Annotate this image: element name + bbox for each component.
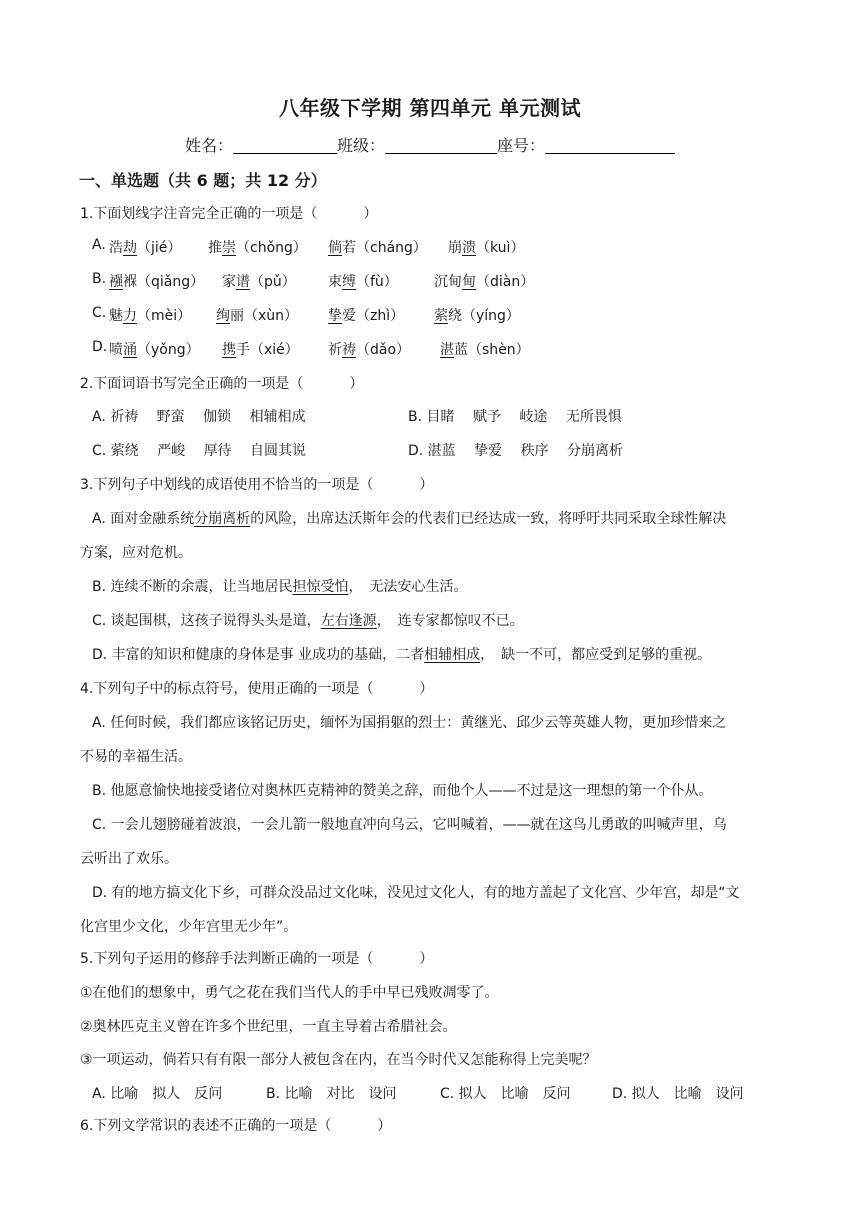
option-word: 束缚（fù） bbox=[328, 274, 398, 290]
question-5-option-a[interactable]: A. 比喻 拟人 反问 bbox=[92, 1086, 223, 1102]
question-3-stem: 3.下列句子中划线的成语使用不恰当的一项是（ ） bbox=[80, 477, 434, 493]
section-heading: 一、单选题（共 6 题；共 12 分） bbox=[79, 171, 327, 190]
question-5-option-c[interactable]: C. 拟人 比喻 反问 bbox=[440, 1086, 571, 1102]
question-4-stem: 4.下列句子中的标点符号，使用正确的一项是（ ） bbox=[80, 681, 434, 697]
question-2-option-c[interactable]: C. 萦绕 严峻 厚待 自圆其说 bbox=[92, 443, 307, 459]
class-label: 班级： bbox=[336, 136, 385, 155]
option-word: 湛蓝（shèn） bbox=[440, 342, 530, 358]
option-word: 魅力（mèi） bbox=[109, 308, 192, 324]
question-5-sentence-2: ②奥林匹克主义曾在许多个世纪里，一直主导着古希腊社会。 bbox=[80, 1019, 457, 1035]
option-word: 倘若（cháng） bbox=[328, 240, 427, 256]
option-word: 家谱（pǔ） bbox=[222, 274, 296, 290]
question-1-stem: 1.下面划线字注音完全正确的一项是（ ） bbox=[80, 206, 378, 222]
question-4-option-c[interactable]: C. 一会儿翅膀碰着波浪，一会儿箭一般地直冲向乌云，它叫喊着，——就在这鸟儿勇敢的叫喊声里，乌 bbox=[92, 817, 727, 833]
option-word: 萦绕（yíng） bbox=[434, 308, 520, 324]
student-info-line bbox=[0, 133, 860, 156]
question-2-option-d[interactable]: D. 湛蓝 挚爱 秩序 分崩离析 bbox=[408, 443, 624, 459]
question-2-option-b[interactable]: B. 目睹 赋予 岐途 无所畏惧 bbox=[408, 409, 622, 425]
question-5-option-b[interactable]: B. 比喻 对比 设问 bbox=[266, 1086, 397, 1102]
question-6-stem: 6.下列文学常识的表述不正确的一项是（ ） bbox=[80, 1118, 392, 1134]
option-word: 推崇（chǒng） bbox=[208, 240, 307, 256]
question-1-option-c[interactable]: C. 魅力（mèi） 绚丽（xùn） 挚爱（zhì） 萦绕（yíng） bbox=[92, 305, 520, 324]
question-3-option-d[interactable]: D. 丰富的知识和健康的身体是事 业成功的基础，二者相辅相成， 缺一不可，都应受到足够的重视。 bbox=[92, 647, 712, 663]
question-4-option-a-cont: 不易的幸福生活。 bbox=[80, 749, 192, 765]
question-5-sentence-3: ③一项运动，倘若只有有限一部分人被包含在内，在当今时代又怎能称得上完美呢？ bbox=[80, 1052, 597, 1068]
question-4-option-b[interactable]: B. 他愿意愉快地接受诸位对奥林匹克精神的赞美之辞，而他个人——不过是这一理想的第一个仆从。 bbox=[92, 783, 713, 799]
name-label: 姓名： bbox=[184, 136, 233, 155]
question-3-option-b[interactable]: B. 连续不断的余震，让当地居民担惊受怕， 无法安心生活。 bbox=[92, 579, 468, 595]
question-5-stem: 5.下列句子运用的修辞手法判断正确的一项是（ ） bbox=[80, 951, 434, 967]
question-1-option-a[interactable]: A. 浩劫（jié） 推崇（chǒng） 倘若（cháng） 崩溃（kuì） bbox=[92, 237, 525, 256]
question-4-option-a[interactable]: A. 任何时候，我们都应该铭记历史，缅怀为国捐躯的烈士：黄继光、邱少云等英雄人物，更加珍惜来之 bbox=[92, 715, 727, 731]
option-word: 携手（xié） bbox=[222, 342, 299, 358]
question-3-option-a-cont: 方案，应对危机。 bbox=[80, 545, 192, 561]
question-1-option-b[interactable]: B. 襁褓（qiǎng） 家谱（pǔ） 束缚（fù） 沉甸甸（diàn） bbox=[92, 271, 535, 290]
question-3-option-c[interactable]: C. 谈起围棋，这孩子说得头头是道，左右逢源， 连专家都惊叹不已。 bbox=[92, 613, 524, 629]
exam-title: 八年级下学期 第四单元 单元测试 bbox=[279, 96, 581, 120]
option-word: 喷涌（yǒng） bbox=[109, 342, 200, 358]
option-word: 沉甸甸（diàn） bbox=[434, 274, 535, 290]
question-4-option-d[interactable]: D. 有的地方搞文化下乡，可群众没品过文化味，没见过文化人，有的地方盖起了文化宫、少年宫，却是“文 bbox=[92, 885, 740, 901]
question-4-option-d-cont: 化宫里少文化，少年宫里无少年”。 bbox=[80, 919, 298, 935]
option-word: 浩劫（jié） bbox=[109, 240, 182, 256]
seat-label: 座号： bbox=[497, 136, 546, 155]
question-4-option-c-cont: 云听出了欢乐。 bbox=[80, 851, 178, 867]
question-2-option-a[interactable]: A. 祈祷 野蛮 伽锁 相辅相成 bbox=[92, 409, 306, 425]
question-2-stem: 2.下面词语书写完全正确的一项是（ ） bbox=[80, 376, 364, 392]
question-3-option-a[interactable]: A. 面对金融系统分崩离析的风险，出席达沃斯年会的代表们已经达成一致，将呼吁共同采取全球性解决 bbox=[92, 511, 727, 527]
option-word: 绚丽（xùn） bbox=[216, 308, 299, 324]
seat-blank[interactable] bbox=[545, 136, 675, 154]
question-5-sentence-1: ①在他们的想象中，勇气之花在我们当代人的手中早已残败凋零了。 bbox=[80, 985, 499, 1001]
option-word: 挚爱（zhì） bbox=[328, 308, 405, 324]
option-word: 祈祷（dǎo） bbox=[328, 342, 411, 358]
question-5-option-d[interactable]: D. 拟人 比喻 设问 bbox=[612, 1086, 744, 1102]
option-word: 襁褓（qiǎng） bbox=[109, 274, 205, 290]
class-blank[interactable] bbox=[385, 136, 497, 154]
question-1-option-d[interactable]: D. 喷涌（yǒng） 携手（xié） 祈祷（dǎo） 湛蓝（shèn） bbox=[92, 339, 530, 358]
option-word: 崩溃（kuì） bbox=[448, 240, 525, 256]
name-blank[interactable] bbox=[233, 136, 337, 154]
